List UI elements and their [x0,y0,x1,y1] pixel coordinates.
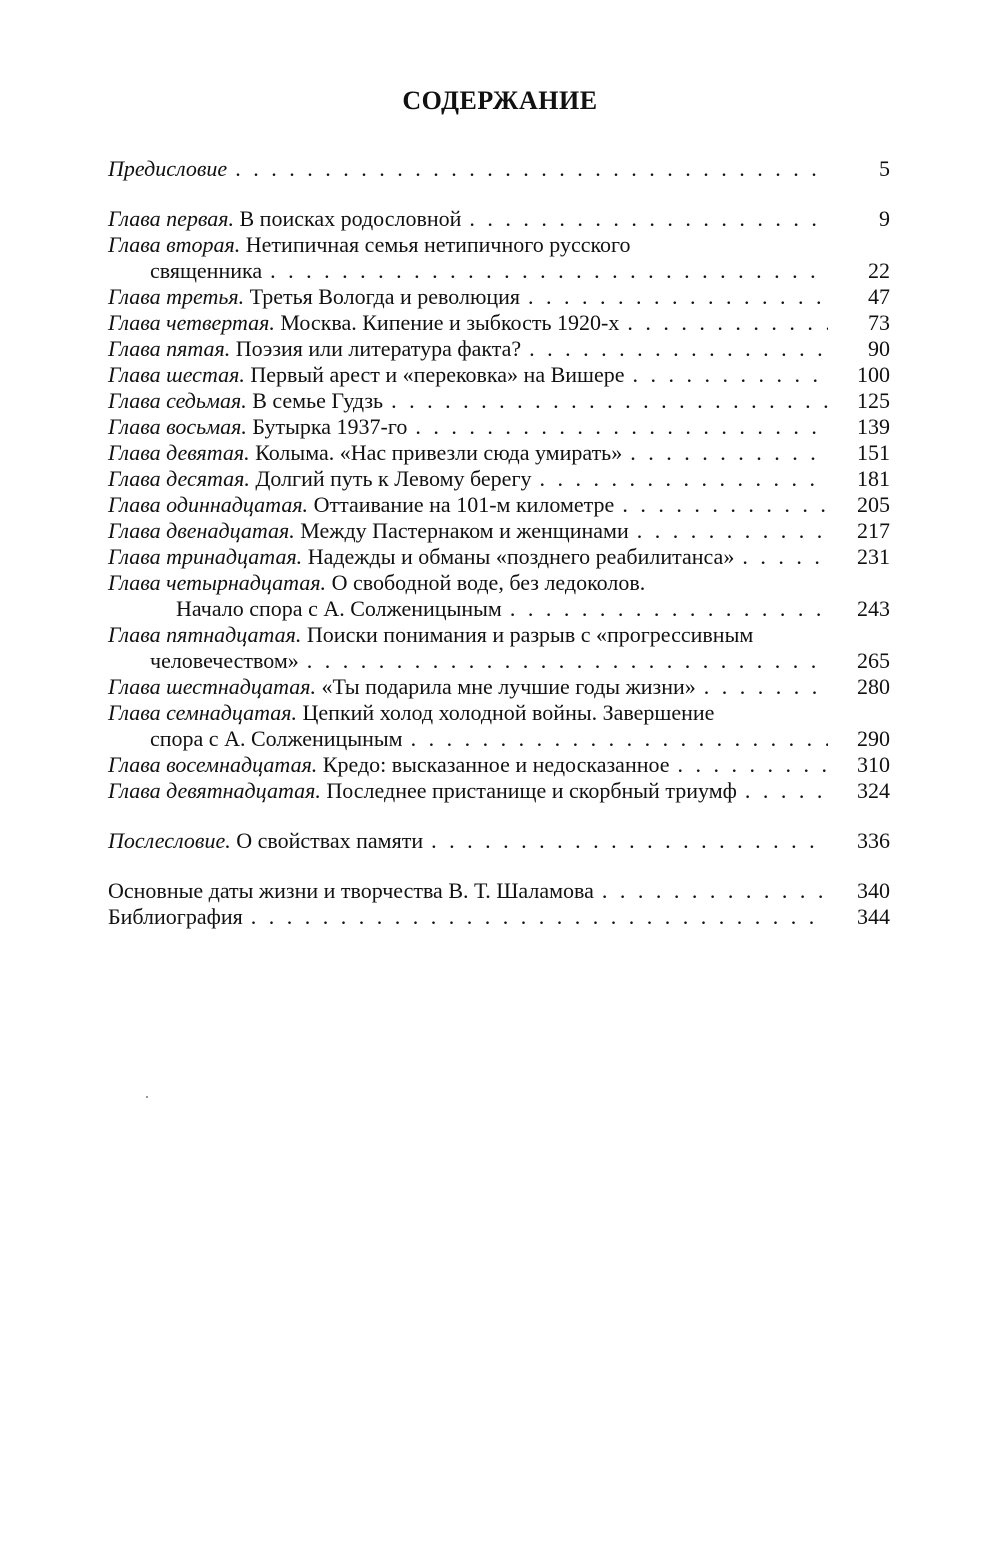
toc-entry-chapter-10 [108,466,890,492]
toc-entry-preface [108,156,890,182]
page-number: 344 [857,904,890,929]
page-number: 243 [857,596,890,621]
entry-label: Глава четвертая. [108,310,275,335]
page-number: 231 [857,544,890,569]
page-number: 280 [857,674,890,699]
toc-entry-chapter-6 [108,362,890,388]
entry-title-continuation: священника [150,258,263,283]
dot-leader [630,440,828,466]
page-number: 181 [857,466,890,491]
entry-label: Глава вторая. [108,232,241,257]
entry-title: Оттаивание на 101-м километре [308,492,615,517]
entry-label: Глава шестая. [108,362,245,387]
dot-leader [637,518,828,544]
page-number: 151 [857,440,890,465]
entry-title: О свободной воде, без ледоколов. [326,570,646,595]
entry-title: В поисках родословной [234,206,462,231]
toc-entry-chapter-19 [108,778,890,804]
entry-title: Москва. Кипение и зыбкость 1920-х [274,310,620,335]
page-number: 310 [857,752,890,777]
page-number: 125 [857,388,890,413]
page-number: 205 [857,492,890,517]
dot-leader [633,362,828,388]
entry-title: «Ты подарила мне лучшие годы жизни» [316,674,696,699]
toc-entry-chapter-3 [108,284,890,310]
entry-label: Глава десятая. [108,466,250,491]
dot-leader [270,258,828,284]
entry-label: Глава восьмая. [108,414,247,439]
entry-title-continuation: человечеством» [150,648,299,673]
entry-title: Надежды и обманы «позднего реабилитанса» [302,544,735,569]
dot-leader [469,206,828,232]
entry-label: Глава одиннадцатая. [108,492,309,517]
entry-label: Глава первая. [108,206,234,231]
toc-entry-chapter-18 [108,752,890,778]
print-speck [146,1096,148,1098]
table-of-contents [108,156,890,930]
dot-leader [251,904,828,930]
entry-title: Библиография [108,904,243,929]
page-number: 290 [857,726,890,751]
entry-label: Глава пятая. [108,336,231,361]
entry-title: Цепкий холод холодной войны. Завершение [297,700,715,725]
entry-title: Первый арест и «перековка» на Вишере [244,362,625,387]
dot-leader [510,596,828,622]
entry-title: Поиски понимания и разрыв с «прогрессивным [301,622,754,647]
entry-title: Поэзия или литература факта? [230,336,522,361]
entry-label: Глава девятая. [108,440,250,465]
toc-entry-chapter-9 [108,440,890,466]
dot-leader [742,544,828,570]
dot-leader [602,878,828,904]
toc-entry-chapter-1 [108,206,890,232]
dot-leader [678,752,828,778]
dot-leader [528,284,828,310]
entry-title: Кредо: высказанное и недосказанное [317,752,670,777]
page-number: 324 [857,778,890,803]
page-number: 340 [857,878,890,903]
entry-label: Глава третья. [108,284,245,309]
entry-label: Послесловие. [108,828,231,853]
page-number: 100 [857,362,890,387]
toc-entry-bibliography [108,904,890,930]
page-number: 90 [868,336,890,361]
entry-label: Предисловие [108,156,228,181]
entry-label: Глава пятнадцатая. [108,622,302,647]
page-number: 217 [857,518,890,543]
entry-label: Глава восемнадцатая. [108,752,318,777]
entry-title-continuation: спора с А. Солженицыным [150,726,403,751]
toc-entry-chapter-13 [108,544,890,570]
dot-leader [411,726,828,752]
entry-label: Глава шестнадцатая. [108,674,317,699]
entry-title: В семье Гудзь [246,388,384,413]
page-number: 9 [879,206,890,231]
page-number: 139 [857,414,890,439]
dot-leader [745,778,828,804]
dot-leader [622,492,828,518]
toc-entry-chapter-17 [108,700,890,752]
page-number: 47 [868,284,890,309]
entry-title: Бутырка 1937-го [246,414,408,439]
page-number: 22 [868,258,890,283]
dot-leader [415,414,828,440]
toc-entry-chapter-15 [108,622,890,674]
toc-entry-chapter-7 [108,388,890,414]
toc-entry-chapter-8 [108,414,890,440]
page-title: СОДЕРЖАНИЕ [402,86,598,115]
dot-leader [539,466,828,492]
entry-title-continuation: Начало спора с А. Солженицыным [176,596,502,621]
toc-entry-chapter-12 [108,518,890,544]
entry-label: Глава седьмая. [108,388,247,413]
dot-leader [307,648,828,674]
entry-title: Основные даты жизни и творчества В. Т. Шаламова [108,878,594,903]
entry-label: Глава девятнадцатая. [108,778,321,803]
entry-title: Долгий путь к Левому берегу [249,466,532,491]
page-number: 336 [857,828,890,853]
toc-entry-chapter-16 [108,674,890,700]
page-number: 73 [868,310,890,335]
entry-title: Последнее пристанище и скорбный триумф [320,778,737,803]
toc-entry-chapter-2 [108,232,890,284]
entry-title: Колыма. «Нас привезли сюда умирать» [249,440,623,465]
page-number: 5 [879,156,890,181]
toc-entry-afterword [108,828,890,854]
entry-label: Глава четырнадцатая. [108,570,327,595]
toc-entry-chronology [108,878,890,904]
entry-label: Глава тринадцатая. [108,544,303,569]
entry-title: Нетипичная семья нетипичного русского [240,232,631,257]
entry-title: Между Пастернаком и женщинами [294,518,629,543]
toc-entry-chapter-11 [108,492,890,518]
dot-leader [431,828,828,854]
entry-label: Глава семнадцатая. [108,700,298,725]
dot-leader [627,310,828,336]
dot-leader [235,156,828,182]
page-number: 265 [857,648,890,673]
toc-entry-chapter-5 [108,336,890,362]
entry-title: О свойствах памяти [230,828,424,853]
entry-title: Третья Вологда и революция [244,284,521,309]
dot-leader [529,336,828,362]
dot-leader [391,388,828,414]
toc-entry-chapter-4 [108,310,890,336]
entry-label: Глава двенадцатая. [108,518,295,543]
dot-leader [704,674,828,700]
toc-entry-chapter-14 [108,570,890,622]
